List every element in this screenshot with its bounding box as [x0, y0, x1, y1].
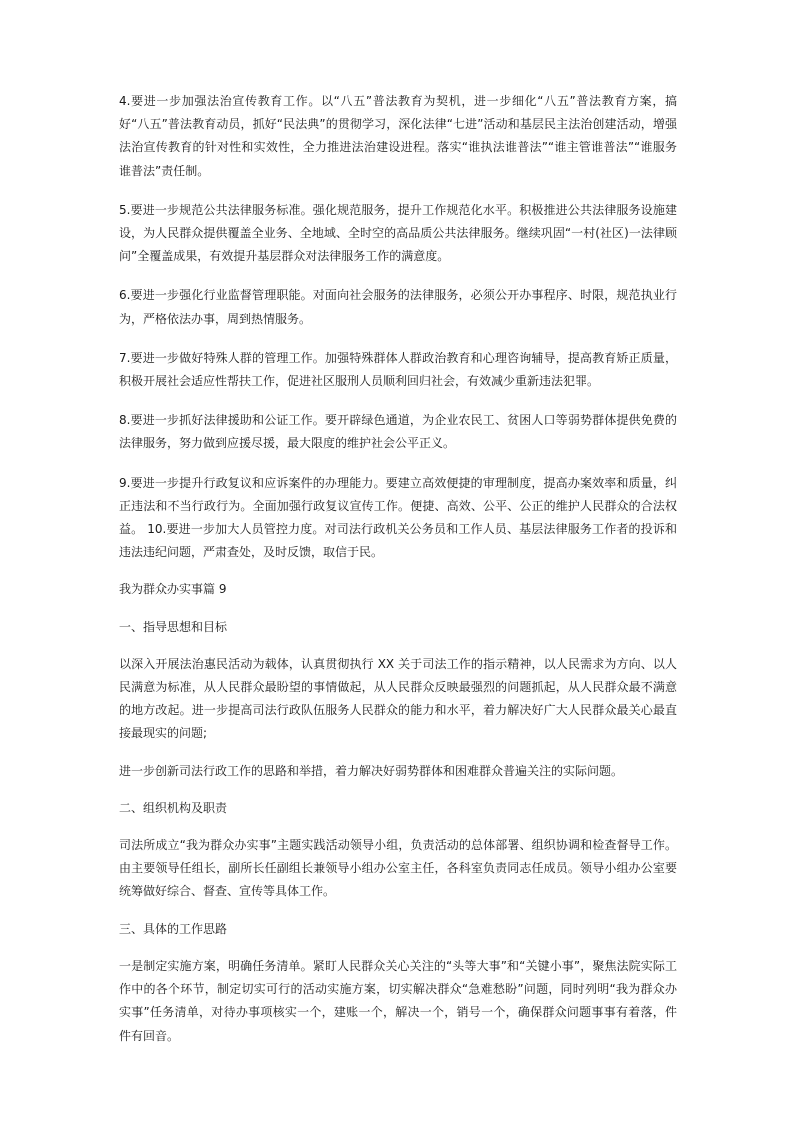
- heading-organization: 二、组织机构及职责: [119, 800, 228, 815]
- paragraph-9: 9.要进一步提升行政复议和应诉案件的办理能力。要建立高效便捷的审理制度，提高办案效率和质量，纠正违法和不当行政行为。全面加强行政复议宣传工作。便捷、高效、公平、公正的维护人民群众的合法权益。 10.要进一步加大人员管控力度。对司法行政机关公务员和工作人员、基层法律服务工作者的投诉和违法违纪问题，严肃查处，及时反馈，取信于民。: [119, 475, 677, 560]
- paragraph-work-approach: 一是制定实施方案，明确任务清单。紧盯人民群众关心关注的“头等大事”和“关键小事”，聚焦法院实际工作中的各个环节，制定切实可行的活动实施方案，切实解决群众“急难愁盼”问题，同时列明“我为群众办实事”任务清单，对待办事项核实一个，建账一个，解决一个，销号一个，确保群众问题事事有着落，件件有回音。: [119, 958, 677, 1043]
- paragraph-5: 5.要进一步规范公共法律服务标准。强化规范服务，提升工作规范化水平。积极推进公共法律服务设施建设，为人民群众提供覆盖全业务、全地域、全时空的高品质公共法律服务。继续巩固“一村(社区)一法律顾问”全覆盖成果，有效提升基层群众对法律服务工作的满意度。: [119, 202, 677, 264]
- section-title: 我为群众办实事篇 9: [119, 582, 227, 597]
- paragraph-7: 7.要进一步做好特殊人群的管理工作。加强特殊群体人群政治教育和心理咨询辅导，提高教育矫正质量，积极开展社会适应性帮扶工作，促进社区服刑人员顺利回归社会，有效减少重新违法犯罪。: [119, 350, 677, 389]
- heading-work-approach: 三、具体的工作思路: [119, 921, 228, 936]
- paragraph-innovation: 进一步创新司法行政工作的思路和举措，着力解决好弱势群体和困难群众普遍关注的实际问题。: [119, 763, 624, 778]
- paragraph-4: 4.要进一步加强法治宣传教育工作。以“八五”普法教育为契机，进一步细化“八五”普法教育方案，搞好“八五”普法教育动员，抓好“民法典”的贯彻学习，深化法律“七进”活动和基层民主法治创建活动，增强法治宣传教育的针对性和实效性，全力推进法治建设进程。落实“谁执法谁普法”“谁主管谁普法”“谁服务谁普法”责任制。: [119, 94, 677, 178]
- heading-guiding-ideology: 一、指导思想和目标: [119, 619, 228, 634]
- paragraph-organization: 司法所成立“我为群众办实事”主题实践活动领导小组，负责活动的总体部署、组织协调和检查督导工作。由主要领导任组长，副所长任副组长兼领导小组办公室主任，各科室负责同志任成员。领导小组办公室要统筹做好综合、督查、宣传等具体工作。: [119, 838, 677, 899]
- paragraph-8: 8.要进一步抓好法律援助和公证工作。要开辟绿色通道，为企业农民工、贫困人口等弱势群体提供免费的法律服务，努力做到应援尽援，最大限度的维护社会公平正义。: [119, 413, 677, 451]
- paragraph-6: 6.要进一步强化行业监督管理职能。对面向社会服务的法律服务，必须公开办事程序、时限，规范执业行为，严格依法办事，周到热情服务。: [119, 288, 677, 326]
- document-page: [119, 90, 677, 1048]
- paragraph-guiding-ideology: 以深入开展法治惠民活动为载体，认真贯彻执行 XX 关于司法工作的指示精神，以人民需求为方向、以人民满意为标准，从人民群众最盼望的事情做起，从人民群众反映最强烈的问题抓起，从人民群众最不满意的地方改起。进一步提高司法行政队伍服务人民群众的能力和水平，着力解决好广大人民群众最关心最直接最现实的问题;: [119, 656, 677, 741]
